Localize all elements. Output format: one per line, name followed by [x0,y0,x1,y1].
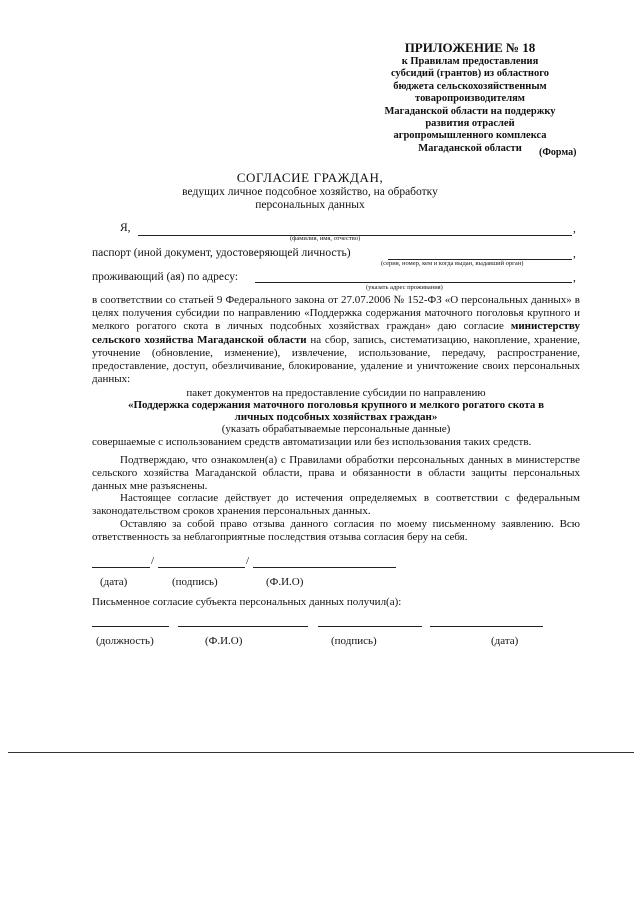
date-line[interactable] [92,567,150,568]
fio-line[interactable] [253,567,396,568]
separator-2: / [246,555,250,567]
document-subtitle-2: персональных данных [255,199,365,211]
name-label: Я, [120,222,131,234]
appendix-line: Магаданской области [418,142,522,154]
signature-line[interactable] [158,567,245,568]
specify-data-hint: (указать обрабатываемые персональные данные) [221,423,451,435]
address-comma: , [573,272,576,284]
appendix-line: Магаданской области на поддержку [384,105,556,117]
ministry-name: министерству сельского хозяйства Магаданской области [92,320,580,346]
name-hint: (фамилия, имя, отчество) [290,235,361,242]
document-subtitle: ведущих личное подсобное хозяйство, на обработку [182,186,438,198]
passport-hint: (серия, номер, кем и когда выдан, выдавший орган) [381,260,524,267]
appendix-line: агропромышленного комплекса [393,130,547,142]
consent-text: в соответствии со статьей 9 Федерального закона от 27.07.2006 № 152-ФЗ «О персональных данных» в целях получения субсидии по направлению «Поддержка содержания маточного поголовья крупного и мелкого рогатого скота в личных подсобных хозяйствах граждан» даю согласие [92,294,580,333]
consent-text-2: на сбор, запись, систематизацию, накопление, хранение, уточнение (обновление, изменение), извлечение, использование, передачу, распространение, предоставление, доступ, обезличивание, блокирование, удаление и уничтожение своих персональных данных: [92,333,580,386]
address-hint: (указать адрес проживания) [366,284,443,291]
name-comma: , [573,223,576,235]
received-fio-line[interactable] [178,626,308,627]
appendix-title: ПРИЛОЖЕНИЕ № 18 [404,40,536,55]
date-caption: (дата) [100,576,128,588]
position-caption: (должность) [96,635,154,647]
address-field-line[interactable] [255,282,572,283]
received-date-line[interactable] [430,626,543,627]
consent-paragraph [92,294,580,386]
separator: / [151,555,155,567]
appendix-line: развития отраслей [425,118,515,130]
automation-paragraph: совершаемые с использованием средств автоматизации или без использования таких средств. [92,436,532,448]
signature-caption: (подпись) [172,576,218,588]
appendix-line: товаропроизводителям [415,93,525,105]
passport-label: паспорт (иной документ, удостоверяющей личность) [92,247,351,259]
revocation-paragraph: Оставляю за собой право отзыва данного согласия по моему письменному заявлению. Всю ответственность за неблагоприятные последствия отзыва согласия беру на себя. [92,518,580,544]
direction-bold-1: «Поддержка содержания маточного поголовья крупного и мелкого рогатого скота в [127,399,545,411]
received-fio-caption: (Ф.И.О) [205,635,243,647]
fio-caption: (Ф.И.О) [266,576,304,588]
validity-paragraph: Настоящее согласие действует до истечения определяемых в соответствии с федеральным законодательством сроков хранения персональных данных. [92,492,580,518]
passport-comma: , [573,248,576,260]
appendix-line: бюджета сельскохозяйственным [393,80,547,92]
received-signature-line[interactable] [318,626,422,627]
page-divider [8,752,634,753]
appendix-line: к Правилам предоставления [401,56,539,67]
received-signature-caption: (подпись) [331,635,377,647]
position-line[interactable] [92,626,169,627]
appendix-header [340,40,600,155]
document-title: СОГЛАСИЕ ГРАЖДАН, [236,170,384,185]
received-label: Письменное согласие субъекта персональных данных получил(а): [92,596,402,608]
package-line: пакет документов на предоставление субсидии по направлению [186,387,486,399]
acknowledge-paragraph: Подтверждаю, что ознакомлен(а) с Правилами обработки персональных данных в министерстве сельского хозяйства Магаданской области, права и обязанности в области защиты персональных данных мне разъяснены. [92,454,580,493]
address-label: проживающий (ая) по адресу: [92,271,239,283]
appendix-line: субсидий (грантов) из областного [391,68,549,80]
received-date-caption: (дата) [491,635,519,647]
form-label: (Форма) [539,147,577,158]
direction-bold-2: личных подсобных хозяйствах граждан» [234,411,438,423]
